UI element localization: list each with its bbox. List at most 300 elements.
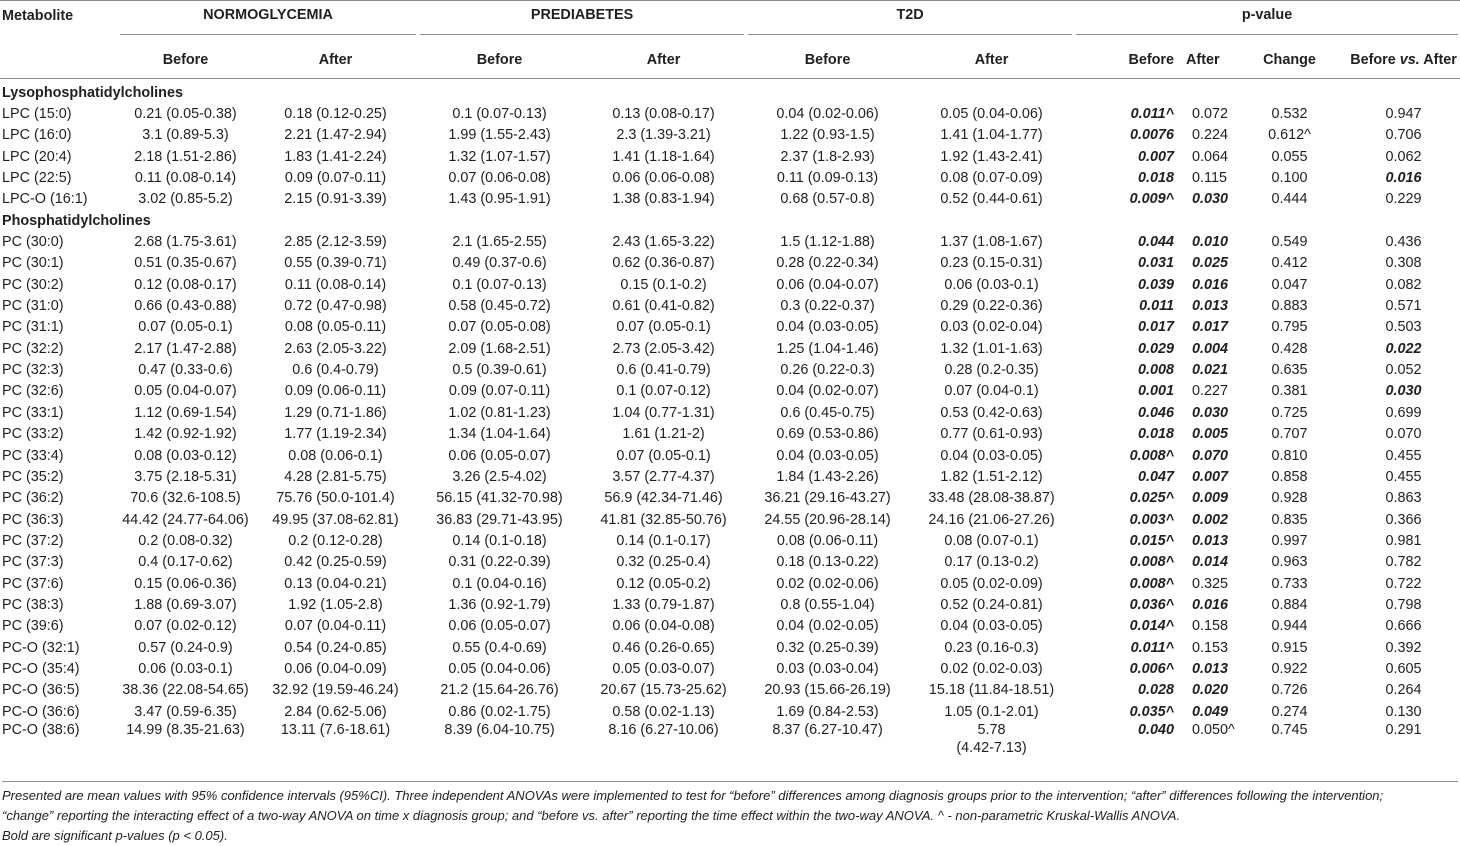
- table-cell: 0.014: [1192, 554, 1229, 571]
- normoglycemia-header: NORMOGLYCEMIA: [118, 1, 418, 42]
- table-cell: 0.274: [1271, 703, 1308, 720]
- table-cell: 0.795: [1271, 319, 1308, 336]
- table-cell: 2.15 (0.91-3.39): [284, 191, 387, 208]
- metabolite-name: PC (37:2): [2, 532, 64, 549]
- table-cell: 0.04 (0.03-0.05): [940, 618, 1043, 635]
- table-cell: 0.05 (0.04-0.06): [448, 660, 551, 677]
- table-cell: 0.11 (0.08-0.14): [284, 276, 387, 293]
- table-cell: 0.02 (0.02-0.03): [940, 660, 1043, 677]
- t2d-after-header: After: [909, 41, 1074, 79]
- footnote-line-1: Presented are mean values with 95% confidence intervals (95%CI). Three independent ANOVAs were implemented to test for “before” differences among diagnosis groups prior to the intervention; “after” differences following the intervention;: [2, 788, 1384, 803]
- prediab-before-header: Before: [418, 41, 581, 79]
- table-cell: 0.035^: [1129, 703, 1175, 720]
- table-cell: 0.07 (0.02-0.12): [134, 618, 237, 635]
- table-row: [0, 573, 1460, 594]
- table-cell: 0.158: [1192, 618, 1229, 635]
- table-cell: 0.1 (0.07-0.13): [452, 106, 547, 123]
- table-cell: 1.32 (1.01-1.63): [940, 340, 1043, 357]
- table-row: [0, 424, 1460, 445]
- table-cell: 0.03 (0.02-0.04): [940, 319, 1043, 336]
- table-cell: 0.036^: [1129, 596, 1175, 613]
- table-cell: 0.08 (0.03-0.12): [134, 447, 237, 464]
- table-cell: 3.47 (0.59-6.35): [134, 703, 237, 720]
- metabolite-name: PC (37:3): [2, 554, 64, 571]
- section-title: Lysophosphatidylcholines: [2, 84, 183, 101]
- table-cell: 0.06 (0.06-0.08): [612, 170, 715, 187]
- metabolite-name: PC (39:6): [2, 618, 64, 635]
- table-cell: 0.009: [1192, 490, 1229, 507]
- table-cell: 0.47 (0.33-0.6): [138, 362, 233, 379]
- table-cell: 0.53 (0.42-0.63): [940, 404, 1043, 421]
- table-cell: 0.58 (0.02-1.13): [612, 703, 715, 720]
- table-row: [0, 146, 1460, 167]
- table-cell: 0.62 (0.36-0.87): [612, 255, 715, 272]
- table-cell: 0.54 (0.24-0.85): [284, 639, 387, 656]
- table-cell: 0.025^: [1129, 490, 1175, 507]
- table-cell: 0.07 (0.05-0.1): [616, 319, 711, 336]
- table-cell: 0.07 (0.05-0.1): [616, 447, 711, 464]
- table-cell: 0.017: [1192, 319, 1229, 336]
- table-cell: 0.008^: [1129, 447, 1175, 464]
- table-cell: 0.835: [1271, 511, 1308, 528]
- table-cell: 1.5 (1.12-1.88): [780, 234, 875, 251]
- table-cell: 0.030: [1192, 191, 1229, 208]
- table-cell: 0.064: [1192, 148, 1229, 165]
- table-cell: 0.381: [1271, 383, 1308, 400]
- metabolite-name: PC-O (32:1): [2, 639, 80, 656]
- table-cell: 0.05 (0.02-0.09): [940, 575, 1043, 592]
- table-cell: 0.15 (0.1-0.2): [620, 276, 707, 293]
- table-cell: 0.008: [1138, 362, 1175, 379]
- table-row: [0, 381, 1460, 402]
- table-cell: 32.92 (19.59-46.24): [272, 682, 399, 699]
- table-cell: 2.18 (1.51-2.86): [134, 148, 237, 165]
- table-cell: 0.915: [1271, 639, 1308, 656]
- table-cell: 0.436: [1385, 234, 1422, 251]
- table-cell: 0.42 (0.25-0.59): [284, 554, 387, 571]
- table-cell: 0.798: [1385, 596, 1422, 613]
- table-cell: 0.981: [1385, 532, 1422, 549]
- table-cell: 1.32 (1.07-1.57): [448, 148, 551, 165]
- table-cell: 0.021: [1192, 362, 1229, 379]
- table-cell: 0.947: [1385, 106, 1422, 123]
- table-cell: 2.85 (2.12-3.59): [284, 234, 387, 251]
- table-cell: 0.031: [1138, 255, 1175, 272]
- table-row: [0, 552, 1460, 573]
- table-cell: 0.31 (0.22-0.39): [448, 554, 551, 571]
- table-cell: 0.928: [1271, 490, 1308, 507]
- table-cell: 0.11 (0.08-0.14): [134, 170, 237, 187]
- table-row: [0, 189, 1460, 210]
- table-cell: 1.12 (0.69-1.54): [134, 404, 237, 421]
- table-cell: 0.325: [1192, 575, 1229, 592]
- pvalue-after-header: After: [1184, 41, 1232, 79]
- table-cell: 1.38 (0.83-1.94): [612, 191, 715, 208]
- table-cell: 0.229: [1385, 191, 1422, 208]
- table-cell: 0.6 (0.45-0.75): [780, 404, 875, 421]
- metabolite-header: Metabolite: [0, 1, 118, 42]
- metabolite-name: PC (36:3): [2, 511, 64, 528]
- table-cell: 0.392: [1385, 639, 1422, 656]
- table-cell: 0.72 (0.47-0.98): [284, 298, 387, 315]
- section-title: Phosphatidylcholines: [2, 212, 151, 229]
- table-cell: 0.016: [1192, 596, 1229, 613]
- table-cell: 0.571: [1385, 298, 1422, 315]
- table-cell: 0.039: [1138, 276, 1175, 293]
- table-cell: 1.33 (0.79-1.87): [612, 596, 715, 613]
- table-cell: 0.18 (0.12-0.25): [284, 106, 387, 123]
- table-cell: 2.17 (1.47-2.88): [134, 340, 237, 357]
- table-cell: 0.23 (0.16-0.3): [944, 639, 1039, 656]
- table-cell: 1.69 (0.84-2.53): [776, 703, 879, 720]
- table-cell: 2.63 (2.05-3.22): [284, 340, 387, 357]
- table-cell: 1.02 (0.81-1.23): [448, 404, 551, 421]
- table-cell: 0.03 (0.03-0.04): [776, 660, 879, 677]
- table-cell: 0.016: [1192, 276, 1229, 293]
- table-cell: 0.004: [1192, 340, 1229, 357]
- table-cell: 0.707: [1271, 426, 1308, 443]
- table-cell: 0.1 (0.04-0.16): [452, 575, 547, 592]
- table-cell: 1.43 (0.95-1.91): [448, 191, 551, 208]
- metabolite-name: PC (38:3): [2, 596, 64, 613]
- table-cell: 1.41 (1.04-1.77): [940, 127, 1043, 144]
- table-row: [0, 488, 1460, 509]
- table-cell: 0.884: [1271, 596, 1308, 613]
- table-cell: 0.11 (0.09-0.13): [776, 170, 879, 187]
- table-cell: 1.77 (1.19-2.34): [284, 426, 387, 443]
- table-cell: 0.2 (0.12-0.28): [288, 532, 383, 549]
- table-cell: 70.6 (32.6-108.5): [130, 490, 241, 507]
- table-cell: 1.25 (1.04-1.46): [776, 340, 879, 357]
- table-cell: 0.070: [1192, 447, 1229, 464]
- table-cell: 0.51 (0.35-0.67): [134, 255, 237, 272]
- table-cell: 0.858: [1271, 468, 1308, 485]
- table-cell: 0.018: [1138, 170, 1175, 187]
- cell-value: 5.78: [977, 722, 1006, 739]
- table-row: [0, 231, 1460, 252]
- table-cell: 0.291: [1385, 722, 1422, 739]
- table-footnote: [2, 781, 1458, 846]
- table-body: [0, 79, 1460, 757]
- table-cell: 1.34 (1.04-1.64): [448, 426, 551, 443]
- table-row: [0, 701, 1460, 722]
- table-row: [0, 594, 1460, 615]
- table-cell: 0.008^: [1129, 554, 1175, 571]
- metabolite-name: LPC (20:4): [2, 148, 72, 165]
- table-cell: 0.66 (0.43-0.88): [134, 298, 237, 315]
- table-cell: 0.025: [1192, 255, 1229, 272]
- table-cell: 0.5 (0.39-0.61): [452, 362, 547, 379]
- table-cell: 1.37 (1.08-1.67): [940, 234, 1043, 251]
- prediabetes-header: PREDIABETES: [418, 1, 746, 42]
- normo-after-header: After: [253, 41, 418, 79]
- table-cell: 56.15 (41.32-70.98): [436, 490, 563, 507]
- table-cell: 0.782: [1385, 554, 1422, 571]
- table-row: [0, 253, 1460, 274]
- table-cell: 0.011: [1139, 298, 1175, 315]
- table-cell: 3.26 (2.5-4.02): [452, 468, 547, 485]
- table-cell: 0.030: [1385, 383, 1422, 400]
- table-cell: 0.09 (0.07-0.11): [284, 170, 387, 187]
- table-cell: 2.68 (1.75-3.61): [134, 234, 237, 251]
- table-cell: 0.77 (0.61-0.93): [940, 426, 1043, 443]
- table-cell: 0.028: [1138, 682, 1175, 699]
- table-cell: 0.706: [1385, 127, 1422, 144]
- table-row: [0, 338, 1460, 359]
- table-cell: 0.17 (0.13-0.2): [944, 554, 1039, 571]
- table-cell: 3.02 (0.85-5.2): [138, 191, 233, 208]
- table-cell: 0.944: [1271, 618, 1308, 635]
- table-cell: 0.1 (0.07-0.13): [452, 276, 547, 293]
- table-cell: 0.02 (0.02-0.06): [776, 575, 879, 592]
- header-row-groups: [0, 1, 1460, 42]
- table-cell: 0.046: [1138, 404, 1175, 421]
- metabolite-name: PC-O (36:5): [2, 682, 80, 699]
- table-cell: 41.81 (32.85-50.76): [600, 511, 727, 528]
- table-row: [0, 167, 1460, 188]
- table-cell: 0.08 (0.07-0.09): [940, 170, 1043, 187]
- table-cell: 0.072: [1192, 106, 1229, 123]
- table-cell: 0.04 (0.02-0.05): [776, 618, 879, 635]
- metabolite-name: PC (30:2): [2, 276, 64, 293]
- table-cell: 0.020: [1192, 682, 1229, 699]
- table-cell: 3.1 (0.89-5.3): [142, 127, 229, 144]
- table-cell: 8.39 (6.04-10.75): [444, 722, 555, 739]
- table-cell: 0.224: [1192, 127, 1229, 144]
- metabolite-name: PC (31:0): [2, 298, 64, 315]
- table-cell: 0.04 (0.02-0.07): [776, 383, 879, 400]
- footnote-line-2: “change” reporting the interacting effect of a two-way ANOVA on time x diagnosis group; and “before vs. after” reporting the time effect within the two-way ANOVA. ^ - non-parametric Kruskal-Wallis ANOVA.: [2, 808, 1181, 823]
- table-cell: 0.010: [1192, 234, 1229, 251]
- metabolite-name: PC (32:6): [2, 383, 64, 400]
- table-cell: 1.04 (0.77-1.31): [612, 404, 715, 421]
- table-cell: 0.4 (0.17-0.62): [138, 554, 233, 571]
- table-cell: 0.726: [1271, 682, 1308, 699]
- table-cell: 0.532: [1271, 106, 1308, 123]
- table-cell: 1.42 (0.92-1.92): [134, 426, 237, 443]
- table-cell: 0.052: [1385, 362, 1422, 379]
- metabolite-name: PC (33:2): [2, 426, 64, 443]
- table-cell: 0.963: [1271, 554, 1308, 571]
- table-cell: 0.003^: [1129, 511, 1175, 528]
- table-cell: 0.2 (0.08-0.32): [138, 532, 233, 549]
- p-value-header: p-value: [1074, 1, 1460, 42]
- table-cell: 0.011^: [1130, 106, 1175, 123]
- table-cell: 0.029: [1138, 340, 1175, 357]
- table-cell: 0.58 (0.45-0.72): [448, 298, 551, 315]
- table-cell: 24.16 (21.06-27.26): [928, 511, 1055, 528]
- table-cell: 38.36 (22.08-54.65): [122, 682, 249, 699]
- table-cell: 0.503: [1385, 319, 1422, 336]
- table-cell: 2.09 (1.68-2.51): [448, 340, 551, 357]
- table-cell: 0.55 (0.39-0.71): [284, 255, 387, 272]
- metabolite-name: PC-O (38:6): [2, 722, 80, 739]
- table-cell: 0.06 (0.05-0.07): [448, 618, 551, 635]
- pvalue-before-header: Before: [1074, 41, 1184, 79]
- table-cell: 0.017: [1138, 319, 1175, 336]
- table-cell: 0.044: [1138, 234, 1175, 251]
- table-cell: 0.1 (0.07-0.12): [616, 383, 711, 400]
- table-cell: 0.227: [1192, 383, 1229, 400]
- before-vs-after-header: Before vs. After: [1347, 41, 1460, 79]
- metabolite-name: PC (33:4): [2, 447, 64, 464]
- table-cell: 0.863: [1385, 490, 1422, 507]
- table-cell: 0.733: [1271, 575, 1308, 592]
- table-cell: 0.52 (0.24-0.81): [940, 596, 1043, 613]
- table-cell: 0.04 (0.03-0.05): [940, 447, 1043, 464]
- table-cell: 0.04 (0.03-0.05): [776, 319, 879, 336]
- t2d-header: T2D: [746, 1, 1074, 42]
- table-cell: 0.013: [1192, 532, 1229, 549]
- table-cell: 0.04 (0.02-0.06): [776, 106, 879, 123]
- table-cell: 0.008^: [1129, 575, 1175, 592]
- table-cell: 0.15 (0.06-0.36): [134, 575, 237, 592]
- table-cell: 0.0076: [1130, 127, 1175, 144]
- normo-before-header: Before: [118, 41, 253, 79]
- table-cell: 56.9 (42.34-71.46): [604, 490, 723, 507]
- table-cell: 2.37 (1.8-2.93): [780, 148, 875, 165]
- table-cell: 0.46 (0.26-0.65): [612, 639, 715, 656]
- table-cell: 0.32 (0.25-0.4): [616, 554, 711, 571]
- table-cell: 0.57 (0.24-0.9): [138, 639, 233, 656]
- table-row: [0, 722, 1460, 756]
- table-cell: 0.07 (0.05-0.08): [448, 319, 551, 336]
- metabolite-name: PC (35:2): [2, 468, 64, 485]
- table-cell: 0.047: [1138, 468, 1175, 485]
- table-cell: 0.013: [1192, 660, 1229, 677]
- table-cell: 0.725: [1271, 404, 1308, 421]
- table-cell: 0.002: [1192, 511, 1229, 528]
- table-row: [0, 359, 1460, 380]
- table-cell: 0.005: [1192, 426, 1229, 443]
- table-row: [0, 637, 1460, 658]
- table-cell: 0.61 (0.41-0.82): [612, 298, 715, 315]
- table-cell: 0.12 (0.05-0.2): [616, 575, 711, 592]
- table-cell: 0.6 (0.4-0.79): [292, 362, 379, 379]
- metabolite-name: PC-O (36:6): [2, 703, 80, 720]
- prediab-after-header: After: [581, 41, 746, 79]
- table-cell: 36.83 (29.71-43.95): [436, 511, 563, 528]
- table-cell: 0.86 (0.02-1.75): [448, 703, 551, 720]
- table-cell: 0.264: [1385, 682, 1422, 699]
- metabolite-name: PC (30:0): [2, 234, 64, 251]
- table-cell: 15.18 (11.84-18.51): [928, 682, 1055, 699]
- table-cell: 0.21 (0.05-0.38): [134, 106, 237, 123]
- table-cell: 1.41 (1.18-1.64): [612, 148, 715, 165]
- table-cell: 0.29 (0.22-0.36): [940, 298, 1043, 315]
- table-cell: 0.12 (0.08-0.17): [134, 276, 237, 293]
- table-cell: 0.883: [1271, 298, 1308, 315]
- table-cell: 0.030: [1192, 404, 1229, 421]
- table-cell: 0.07 (0.06-0.08): [448, 170, 551, 187]
- metabolite-name: PC (30:1): [2, 255, 64, 272]
- table-cell: 0.06 (0.03-0.1): [138, 660, 233, 677]
- table-cell: 8.16 (6.27-10.06): [608, 722, 719, 739]
- table-row: [0, 616, 1460, 637]
- table-cell: 0.06 (0.03-0.1): [944, 276, 1039, 293]
- table-cell: 0.69 (0.53-0.86): [776, 426, 879, 443]
- table-cell: 0.52 (0.44-0.61): [940, 191, 1043, 208]
- table-cell: 0.55 (0.4-0.69): [452, 639, 547, 656]
- table-row: [0, 125, 1460, 146]
- table-cell: 0.23 (0.15-0.31): [940, 255, 1043, 272]
- table-cell: 0.49 (0.37-0.6): [452, 255, 547, 272]
- table-cell: 0.08 (0.07-0.1): [944, 532, 1039, 549]
- table-cell: 1.88 (0.69-3.07): [134, 596, 237, 613]
- table-cell: 0.047: [1271, 276, 1308, 293]
- table-cell: 0.014^: [1129, 618, 1175, 635]
- table-cell: 0.06 (0.04-0.09): [284, 660, 387, 677]
- section-header-row: [0, 79, 1460, 104]
- table-cell: 33.48 (28.08-38.87): [928, 490, 1055, 507]
- table-cell: 0.049: [1192, 703, 1229, 720]
- table-row: [0, 402, 1460, 423]
- metabolite-name: PC (32:3): [2, 362, 64, 379]
- table-cell: 0.13 (0.08-0.17): [612, 106, 715, 123]
- table-cell: 2.43 (1.65-3.22): [612, 234, 715, 251]
- table-cell: 1.05 (0.1-2.01): [944, 703, 1039, 720]
- metabolite-name: PC (37:6): [2, 575, 64, 592]
- table-cell: 24.55 (20.96-28.14): [764, 511, 891, 528]
- table-cell: 0.062: [1385, 148, 1422, 165]
- table-cell: 0.455: [1385, 447, 1422, 464]
- footnote-line-3: Bold are significant p-values (p < 0.05).: [2, 828, 228, 843]
- table-cell: 0.08 (0.06-0.11): [776, 532, 879, 549]
- table-cell: 0.006^: [1129, 660, 1175, 677]
- table-cell: 0.699: [1385, 404, 1422, 421]
- table-cell: 0.14 (0.1-0.17): [616, 532, 711, 549]
- table-cell: 0.922: [1271, 660, 1308, 677]
- table-cell: [909, 722, 1074, 756]
- table-cell: 0.28 (0.2-0.35): [944, 362, 1039, 379]
- metabolite-name: PC (32:2): [2, 340, 64, 357]
- table-row: [0, 103, 1460, 124]
- table-cell: 0.366: [1385, 511, 1422, 528]
- metabolite-name: LPC (16:0): [2, 127, 72, 144]
- table-cell: 0.07 (0.04-0.11): [284, 618, 387, 635]
- table-cell: 20.67 (15.73-25.62): [600, 682, 727, 699]
- table-cell: 2.1 (1.65-2.55): [452, 234, 547, 251]
- table-cell: 0.308: [1385, 255, 1422, 272]
- table-cell: 0.08 (0.06-0.1): [288, 447, 383, 464]
- table-cell: 2.3 (1.39-3.21): [616, 127, 711, 144]
- table-cell: 2.21 (1.47-2.94): [284, 127, 387, 144]
- table-cell: 0.05 (0.04-0.07): [134, 383, 237, 400]
- table-cell: 8.37 (6.27-10.47): [772, 722, 883, 739]
- table-cell: 1.29 (0.71-1.86): [284, 404, 387, 421]
- table-cell: 0.055: [1271, 148, 1308, 165]
- table-cell: 1.92 (1.05-2.8): [288, 596, 383, 613]
- table-cell: 0.015^: [1129, 532, 1175, 549]
- table-cell: 3.75 (2.18-5.31): [134, 468, 237, 485]
- table-cell: 13.11 (7.6-18.61): [280, 722, 391, 739]
- section-header-row: [0, 210, 1460, 231]
- table-cell: 0.07 (0.05-0.1): [138, 319, 233, 336]
- table-cell: 0.549: [1271, 234, 1308, 251]
- table-cell: 0.130: [1385, 703, 1422, 720]
- table-cell: 0.016: [1385, 170, 1422, 187]
- table-cell: 3.57 (2.77-4.37): [612, 468, 715, 485]
- table-cell: 0.14 (0.1-0.18): [452, 532, 547, 549]
- table-cell: 1.82 (1.51-2.12): [940, 468, 1043, 485]
- table-cell: 0.013: [1192, 298, 1229, 315]
- table-row: [0, 680, 1460, 701]
- table-cell: 14.99 (8.35-21.63): [126, 722, 245, 739]
- table-cell: 0.040: [1138, 722, 1175, 739]
- table-cell: 0.605: [1385, 660, 1422, 677]
- table-cell: 0.6 (0.41-0.79): [616, 362, 711, 379]
- table-cell: 21.2 (15.64-26.76): [440, 682, 559, 699]
